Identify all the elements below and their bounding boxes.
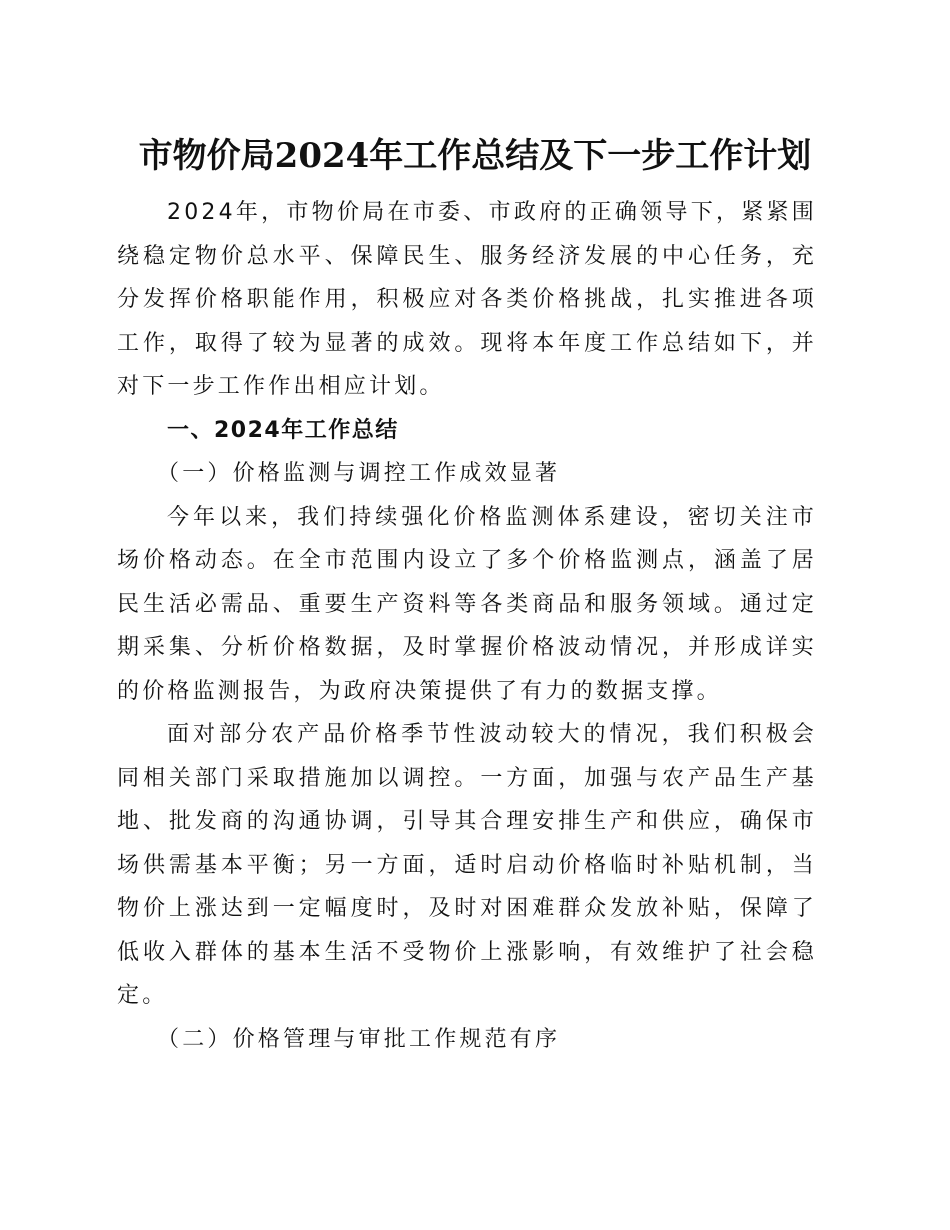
subsection-heading-monitoring: （一）价格监测与调控工作成效显著 [157, 461, 561, 486]
section-heading-summary: 一、2024年工作总结 [167, 417, 399, 443]
monitoring-paragraph-1: 今年以来，我们持续强化价格监测体系建设，密切关注市场价格动态。在全市范围内设立了多个价格监测点，涵盖了居民生活必需品、重要生产资料等各类商品和服务领域。通过定期采集、分析价格数据，及时掌握价格波动情况，并形成详实的价格监测报告，为政府决策提供了有力的数据支撑。 [117, 504, 817, 704]
subsection-heading-management: （二）价格管理与审批工作规范有序 [157, 1026, 561, 1052]
document-title: 市物价局2024年工作总结及下一步工作计划 [138, 136, 812, 176]
intro-paragraph: 2024年，市物价局在市委、市政府的正确领导下，紧紧围绕稳定物价总水平、保障民生、服务经济发展的中心任务，充分发挥价格职能作用，积极应对各类价格挑战，扎实推进各项工作，取得了较为显著的成效。现将本年度工作总结如下，并对下一步工作作出相应计划。 [117, 200, 817, 399]
document-body [117, 191, 817, 1061]
monitoring-paragraph-2: 面对部分农产品价格季节性波动较大的情况，我们积极会同相关部门采取措施加以调控。一方面，加强与农产品生产基地、批发商的沟通协调，引导其合理安排生产和供应，确保市场供需基本平衡；另一方面，适时启动价格临时补贴机制，当物价上涨达到一定幅度时，及时对困难群众发放补贴，保障了低收入群体的基本生活不受物价上涨影响，有效维护了社会稳定。 [117, 722, 817, 1008]
